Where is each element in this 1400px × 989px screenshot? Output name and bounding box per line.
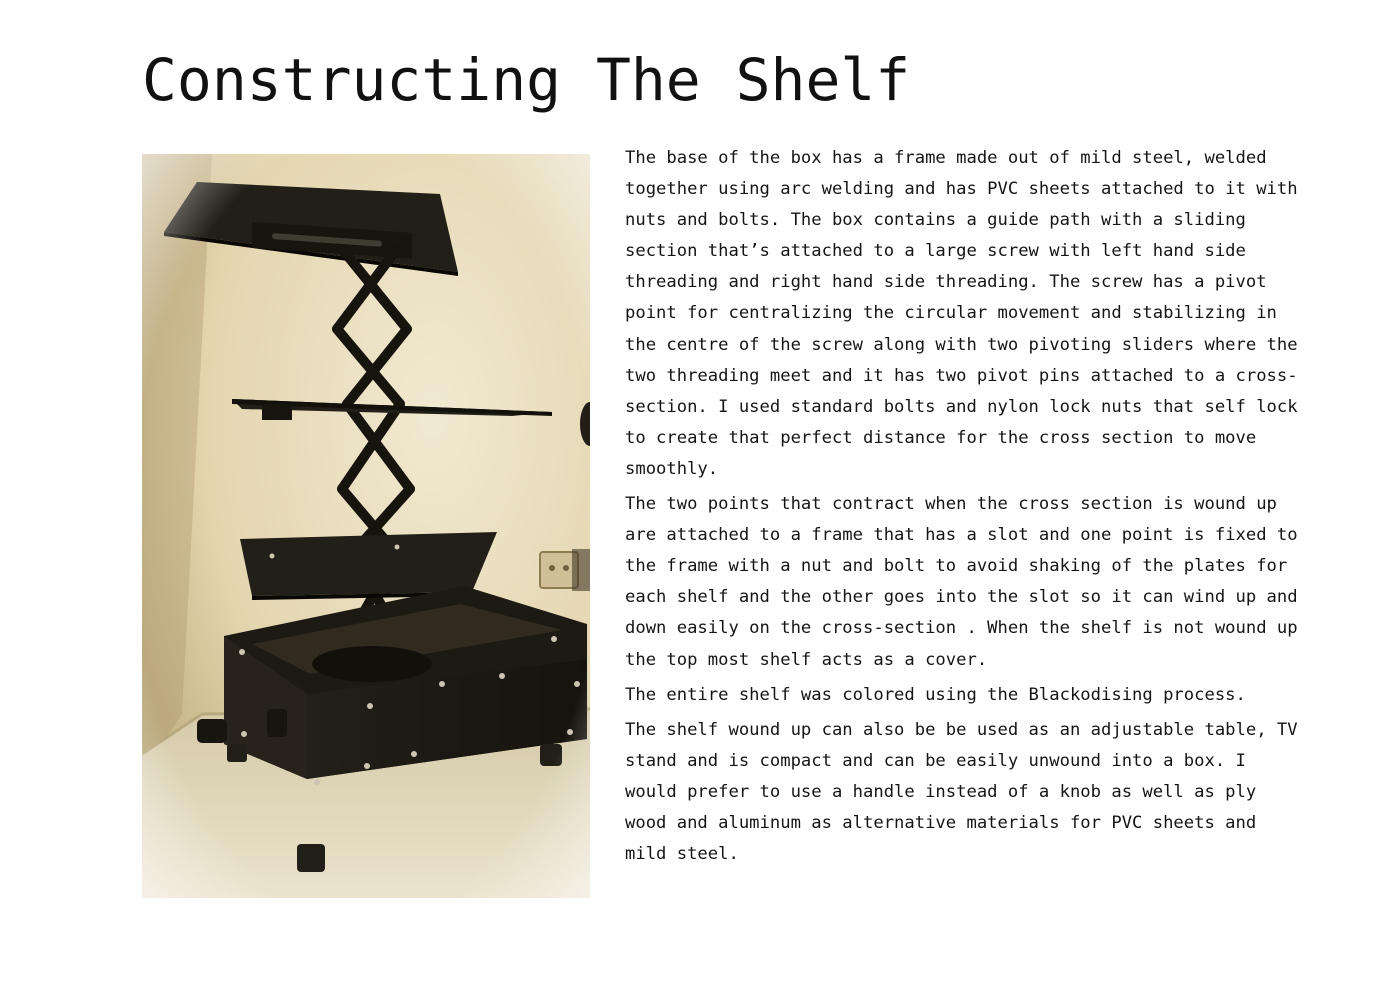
text-line: point for centralizing the circular movement and stabilizing in xyxy=(625,303,1277,324)
text-line: The two points that contract when the cross section is wound up xyxy=(625,494,1277,515)
paragraph-2 xyxy=(625,489,1325,676)
text-line: stand and is compact and can be easily unwound into a box. I xyxy=(625,750,1246,771)
paragraph-4 xyxy=(625,715,1325,870)
text-line: each shelf and the other goes into the slot so it can wind up and xyxy=(625,587,1298,608)
paragraph-1 xyxy=(625,143,1325,485)
text-line: mild steel. xyxy=(625,844,739,865)
text-line: would prefer to use a handle instead of a knob as well as ply xyxy=(625,781,1257,802)
text-line: section. I used standard bolts and nylon lock nuts that self lock xyxy=(625,396,1298,417)
text-line: nuts and bolts. The box contains a guide path with a sliding xyxy=(625,210,1246,231)
body-text xyxy=(625,143,1325,874)
text-line: smoothly. xyxy=(625,458,719,479)
text-line: to create that perfect distance for the cross section to move xyxy=(625,427,1257,448)
text-line: the top most shelf acts as a cover. xyxy=(625,649,988,670)
text-line: section that’s attached to a large screw with left hand side xyxy=(625,241,1246,262)
text-line: The base of the box has a frame made out of mild steel, welded xyxy=(625,148,1267,168)
text-line: together using arc welding and has PVC sheets attached to it with xyxy=(625,179,1298,200)
text-line: The shelf wound up can also be be used as an adjustable table, TV xyxy=(625,719,1298,740)
text-line: wood and aluminum as alternative materials for PVC sheets and xyxy=(625,812,1257,833)
text-line: threading and right hand side threading. The screw has a pivot xyxy=(625,272,1267,293)
paragraph-3 xyxy=(625,680,1325,711)
text-line: two threading meet and it has two pivot pins attached to a cross- xyxy=(625,365,1298,386)
shelf-photo xyxy=(142,154,590,898)
text-line: are attached to a frame that has a slot and one point is fixed to xyxy=(625,525,1298,546)
text-line: the frame with a nut and bolt to avoid shaking of the plates for xyxy=(625,556,1288,577)
page-title: Constructing The Shelf xyxy=(142,46,911,114)
text-line: the centre of the screw along with two pivoting sliders where the xyxy=(625,334,1298,355)
text-line: down easily on the cross-section . When the shelf is not wound up xyxy=(625,618,1298,639)
text-line: The entire shelf was colored using the Blackodising process. xyxy=(625,684,1246,705)
